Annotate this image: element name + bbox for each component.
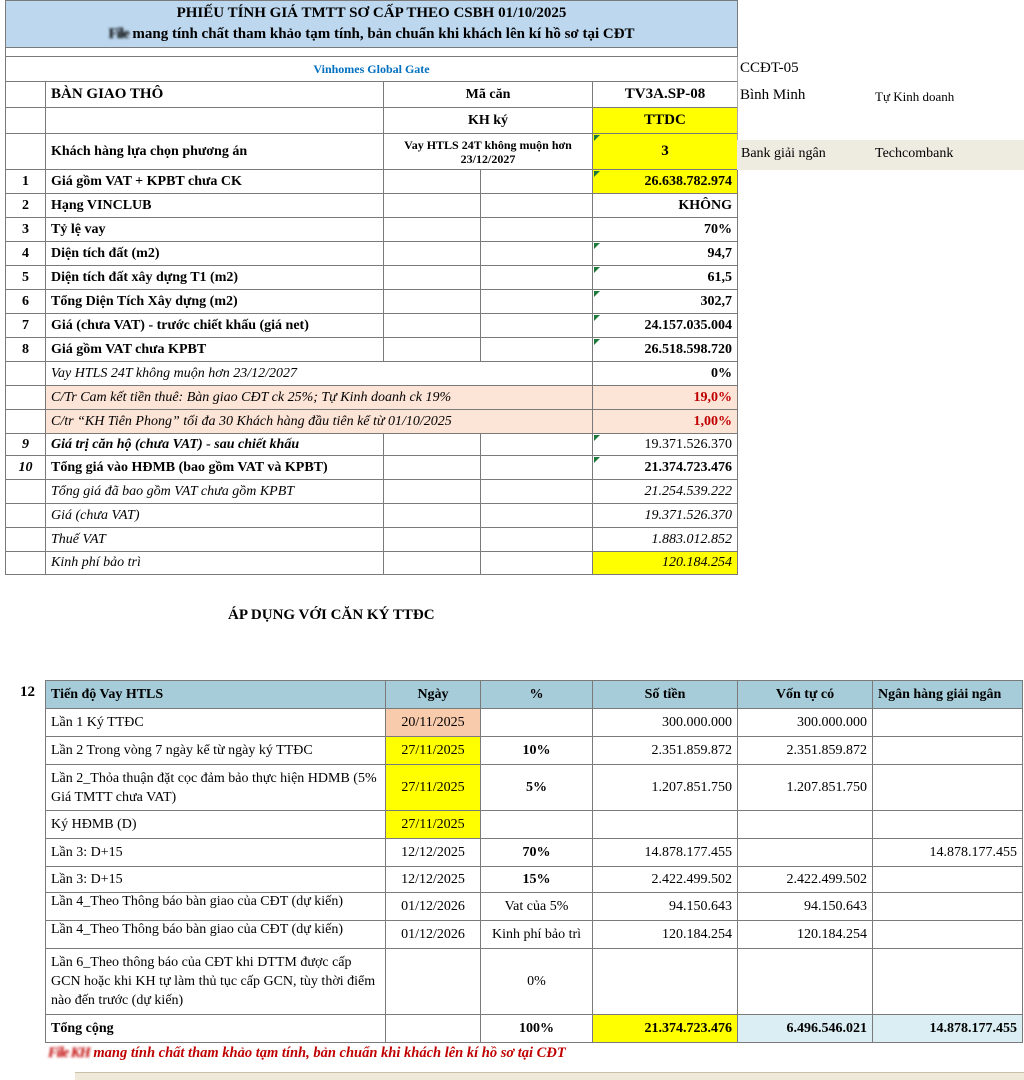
payment-schedule-table: [45, 680, 1023, 1043]
row-number-cell: [6, 108, 46, 134]
empty-cell: [481, 242, 593, 266]
schedule-equity: [738, 949, 873, 1015]
empty-cell: [481, 266, 593, 290]
schedule-label: Lần 2 Trong vòng 7 ngày kể từ ngày ký TTĐC: [46, 737, 386, 765]
empty-cell: [384, 290, 481, 314]
schedule-amount: 94.150.643: [593, 893, 738, 921]
row-value: 21.254.539.222: [593, 480, 738, 504]
footer-blurred-prefix: File KH: [48, 1045, 90, 1061]
row-label: Diện tích đất xây dựng T1 (m2): [46, 266, 384, 290]
schedule-equity: [738, 839, 873, 867]
row-label: Hạng VINCLUB: [46, 194, 384, 218]
schedule-date: 27/11/2025: [386, 737, 481, 765]
empty-cell: [384, 170, 481, 194]
row-label: Giá gồm VAT chưa KPBT: [46, 338, 384, 362]
empty-cell: [481, 170, 593, 194]
row-number: 6: [6, 290, 46, 314]
empty-cell: [481, 314, 593, 338]
row-label: Tổng giá đã bao gồm VAT chưa gồm KPBT: [46, 480, 384, 504]
col-header-date: Ngày: [386, 681, 481, 709]
schedule-equity: 120.184.254: [738, 921, 873, 949]
promo-pioneer-value: 1,00%: [593, 410, 738, 434]
empty-cell: [384, 266, 481, 290]
schedule-date: 12/12/2025: [386, 839, 481, 867]
row-number: 8: [6, 338, 46, 362]
row-number: 7: [6, 314, 46, 338]
empty-cell: [481, 456, 593, 480]
empty-cell: [481, 504, 593, 528]
schedule-bank: [873, 709, 1023, 737]
row-number: 2: [6, 194, 46, 218]
row-label: Tổng Diện Tích Xây dựng (m2): [46, 290, 384, 314]
row-label: Tỷ lệ vay: [46, 218, 384, 242]
project-name: Vinhomes Global Gate: [6, 57, 738, 82]
empty-cell: [481, 290, 593, 314]
title-line2: File mang tính chất tham khảo tạm tính, bản chuẩn khi khách lên kí hồ sơ tại CĐT: [108, 26, 635, 42]
schedule-label: Ký HĐMB (D): [46, 811, 386, 839]
empty-cell: [481, 194, 593, 218]
col-header-equity: Vốn tự có: [738, 681, 873, 709]
bank-value: Techcombank: [875, 146, 954, 161]
kh-ky-value: TTDC: [593, 108, 738, 134]
row-label: Kinh phí bảo trì: [46, 552, 384, 575]
empty-cell: [384, 218, 481, 242]
schedule-pct: 70%: [481, 839, 593, 867]
agent-name: Bình Minh: [740, 87, 806, 103]
schedule-amount: 1.207.851.750: [593, 765, 738, 811]
schedule-pct: 5%: [481, 765, 593, 811]
row-number: 5: [6, 266, 46, 290]
schedule-pct: 15%: [481, 867, 593, 893]
schedule-bank: [873, 811, 1023, 839]
kh-ky-label: KH ký: [384, 108, 593, 134]
row-number: 9: [6, 434, 46, 456]
schedule-bank: 14.878.177.455: [873, 839, 1023, 867]
empty-cell: [46, 108, 384, 134]
empty-cell: [384, 504, 481, 528]
schedule-bank: [873, 867, 1023, 893]
contract-code: CCĐT-05: [740, 60, 799, 76]
row-value: 24.157.035.004: [593, 314, 738, 338]
schedule-date: 01/12/2026: [386, 893, 481, 921]
schedule-date: 20/11/2025: [386, 709, 481, 737]
promo-rental-value: 19,0%: [593, 386, 738, 410]
spacer-row: [6, 48, 738, 57]
schedule-amount: [593, 949, 738, 1015]
empty-cell: [481, 552, 593, 575]
bank-label: Bank giải ngân: [741, 146, 826, 161]
row-value: 61,5: [593, 266, 738, 290]
unit-code-label: Mã căn: [384, 82, 593, 108]
schedule-date: 12/12/2025: [386, 867, 481, 893]
footer-disclaimer: File KH mang tính chất tham khảo tạm tính, bản chuẩn khi khách lên kí hồ sơ tại CĐT: [48, 1045, 566, 1061]
loan-note-value: 0%: [593, 362, 738, 386]
bottom-band: [75, 1072, 1024, 1080]
schedule-bank: [873, 949, 1023, 1015]
schedule-date: 27/11/2025: [386, 765, 481, 811]
sale-type: Tự Kinh doanh: [875, 89, 955, 104]
schedule-label: Lần 6_Theo thông báo của CĐT khi DTTM được cấp GCN hoặc khi KH tự làm thủ tục cấp GCN, tùy thời điểm nào đến trước (dự kiến): [46, 949, 386, 1015]
total-date: [386, 1015, 481, 1043]
row-number-cell: [6, 480, 46, 504]
schedule-amount: 300.000.000: [593, 709, 738, 737]
empty-cell: [384, 480, 481, 504]
loan-note-label: Vay HTLS 24T không muộn hơn 23/12/2027: [46, 362, 593, 386]
row-label: Tổng giá vào HĐMB (bao gồm VAT và KPBT): [46, 456, 384, 480]
col-header-amount: Số tiền: [593, 681, 738, 709]
row-value: 302,7: [593, 290, 738, 314]
row-label: Giá trị căn hộ (chưa VAT) - sau chiết khấu: [46, 434, 384, 456]
row-value: 21.374.723.476: [593, 456, 738, 480]
option-value: 3: [593, 134, 738, 170]
row-number-cell: [6, 82, 46, 108]
schedule-pct: Kinh phí bảo trì: [481, 921, 593, 949]
schedule-label: Lần 1 Ký TTĐC: [46, 709, 386, 737]
row-number: 3: [6, 218, 46, 242]
schedule-pct: Vat của 5%: [481, 893, 593, 921]
empty-cell: [481, 434, 593, 456]
row-label: Thuế VAT: [46, 528, 384, 552]
schedule-equity: 2.422.499.502: [738, 867, 873, 893]
section2-heading: ÁP DỤNG VỚI CĂN KÝ TTĐC: [228, 607, 435, 623]
total-pct: 100%: [481, 1015, 593, 1043]
option-label: Khách hàng lựa chọn phương án: [46, 134, 384, 170]
schedule-label: Lần 3: D+15: [46, 867, 386, 893]
row-value: 19.371.526.370: [593, 434, 738, 456]
schedule-equity: 2.351.859.872: [738, 737, 873, 765]
row-number-cell: [6, 528, 46, 552]
schedule-label: Lần 3: D+15: [46, 839, 386, 867]
col-header-pct: %: [481, 681, 593, 709]
schedule-bank: [873, 737, 1023, 765]
row-value: 26.518.598.720: [593, 338, 738, 362]
row-value: 1.883.012.852: [593, 528, 738, 552]
empty-cell: [384, 528, 481, 552]
schedule-date: 01/12/2026: [386, 921, 481, 949]
row-number-cell: [6, 362, 46, 386]
total-equity: 6.496.546.021: [738, 1015, 873, 1043]
schedule-amount: 14.878.177.455: [593, 839, 738, 867]
schedule-amount: 2.351.859.872: [593, 737, 738, 765]
row-number-cell: [6, 552, 46, 575]
empty-cell: [384, 456, 481, 480]
schedule-amount: 120.184.254: [593, 921, 738, 949]
row-number-cell: [6, 410, 46, 434]
row-number: 1: [6, 170, 46, 194]
row-value: 70%: [593, 218, 738, 242]
schedule-label: Lần 4_Theo Thông báo bàn giao của CĐT (dự kiến): [46, 921, 386, 949]
empty-cell: [384, 314, 481, 338]
price-table: [5, 0, 738, 575]
schedule-bank: [873, 893, 1023, 921]
handover-label: BÀN GIAO THÔ: [46, 82, 384, 108]
row-label: Giá (chưa VAT) - trước chiết khấu (giá net): [46, 314, 384, 338]
schedule-amount: [593, 811, 738, 839]
promo-rental-label: C/Tr Cam kết tiền thuê: Bàn giao CĐT ck 25%; Tự Kinh doanh ck 19%: [46, 386, 593, 410]
total-amount: 21.374.723.476: [593, 1015, 738, 1043]
schedule-pct: [481, 709, 593, 737]
empty-cell: [384, 242, 481, 266]
empty-cell: [481, 480, 593, 504]
row-number-cell: [6, 504, 46, 528]
empty-cell: [384, 434, 481, 456]
schedule-label: Lần 2_Thỏa thuận đặt cọc đảm bảo thực hiện HDMB (5% Giá TMTT chưa VAT): [46, 765, 386, 811]
section2-row-number: 12: [20, 684, 35, 700]
row-value: 94,7: [593, 242, 738, 266]
schedule-bank: [873, 765, 1023, 811]
row-value: 19.371.526.370: [593, 504, 738, 528]
empty-cell: [384, 552, 481, 575]
empty-cell: [384, 194, 481, 218]
schedule-bank: [873, 921, 1023, 949]
row-number-cell: [6, 386, 46, 410]
schedule-equity: [738, 811, 873, 839]
schedule-pct: 10%: [481, 737, 593, 765]
title-line2-blurred-prefix: File: [108, 26, 129, 42]
row-number: 4: [6, 242, 46, 266]
col-header-bank: Ngân hàng giải ngân: [873, 681, 1023, 709]
row-value: 26.638.782.974: [593, 170, 738, 194]
schedule-label: Lần 4_Theo Thông báo bàn giao của CĐT (dự kiến): [46, 893, 386, 921]
unit-code-value: TV3A.SP-08: [593, 82, 738, 108]
schedule-date: [386, 949, 481, 1015]
schedule-equity: 300.000.000: [738, 709, 873, 737]
row-label: Giá (chưa VAT): [46, 504, 384, 528]
row-number: 10: [6, 456, 46, 480]
option-desc: Vay HTLS 24T không muộn hơn 23/12/2027: [384, 134, 593, 170]
row-label: Giá gồm VAT + KPBT chưa CK: [46, 170, 384, 194]
bank-row: [737, 140, 1024, 170]
promo-pioneer-label: C/tr “KH Tiên Phong” tối đa 30 Khách hàng đầu tiên kể từ 01/10/2025: [46, 410, 593, 434]
schedule-equity: 94.150.643: [738, 893, 873, 921]
schedule-pct: 0%: [481, 949, 593, 1015]
total-label: Tổng cộng: [46, 1015, 386, 1043]
row-value: 120.184.254: [593, 552, 738, 575]
title-band: [6, 1, 738, 48]
title-line1: PHIẾU TÍNH GIÁ TMTT SƠ CẤP THEO CSBH 01/10/2025: [176, 5, 567, 21]
empty-cell: [481, 338, 593, 362]
col-header-progress: Tiến độ Vay HTLS: [46, 681, 386, 709]
schedule-date: 27/11/2025: [386, 811, 481, 839]
total-bank: 14.878.177.455: [873, 1015, 1023, 1043]
row-number-cell: [6, 134, 46, 170]
row-label: Diện tích đất (m2): [46, 242, 384, 266]
schedule-pct: [481, 811, 593, 839]
schedule-amount: 2.422.499.502: [593, 867, 738, 893]
empty-cell: [384, 338, 481, 362]
empty-cell: [481, 528, 593, 552]
empty-cell: [481, 218, 593, 242]
row-value: KHÔNG: [593, 194, 738, 218]
schedule-equity: 1.207.851.750: [738, 765, 873, 811]
